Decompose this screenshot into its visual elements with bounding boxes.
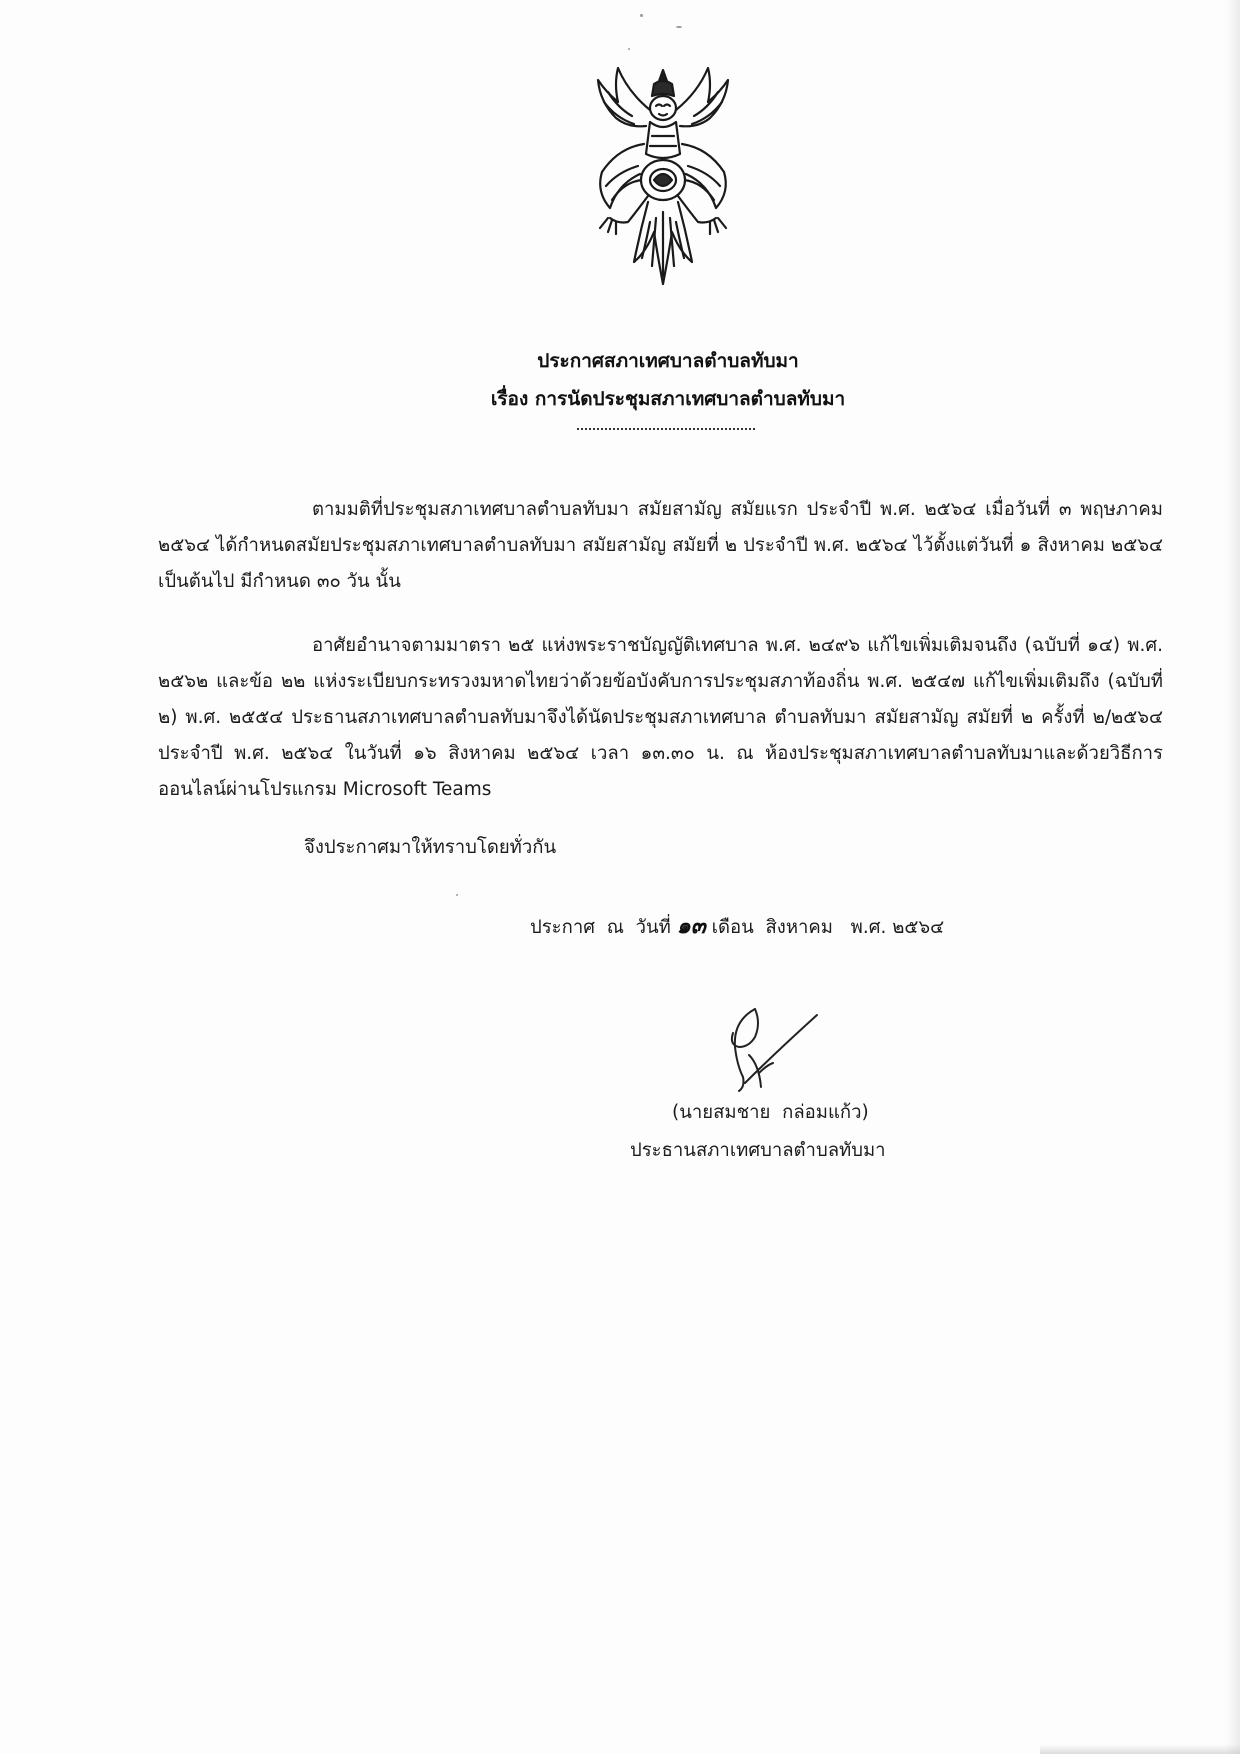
- scan-corner-shadow: [1040, 1744, 1240, 1754]
- dateline-day: ๑๓: [676, 913, 706, 939]
- garuda-emblem-icon: [588, 62, 738, 288]
- signatory-position: ประธานสภาเทศบาลตำบลทับมา: [630, 1140, 886, 1161]
- dotted-divider: [577, 428, 755, 430]
- signature-mark: [715, 1003, 825, 1095]
- scan-edge-shadow: [1226, 0, 1240, 1754]
- scan-speck: [456, 894, 458, 896]
- announcement-dateline: [530, 908, 944, 943]
- announcement-title: ประกาศสภาเทศบาลตำบลทับมา: [537, 350, 799, 372]
- body-paragraph-2: อาศัยอำนาจตามมาตรา ๒๕ แห่งพระราชบัญญัติเทศบาล พ.ศ. ๒๔๙๖ แก้ไขเพิ่มเติมจนถึง (ฉบับที่ ๑๔) พ.ศ. ๒๕๖๒ และข้อ ๒๒ แห่งระเบียบกระทรวงมหาดไทยว่าด้วยข้อบังคับการประชุมสภาท้องถิ่น พ.ศ. ๒๕๔๗ แก้ไขเพิ่มเติมถึง (ฉบับที่ ๒) พ.ศ. ๒๕๕๔ ประธานสภาเทศบาลตำบลทับมาจึงได้นัดประชุมสภาเทศบาล ตำบลทับมา สมัยสามัญ สมัยที่ ๒ ครั้งที่ ๒/๒๕๖๔ ประจำปี พ.ศ. ๒๕๖๔ ในวันที่ ๑๖ สิงหาคม ๒๕๖๔ เวลา ๑๓.๓๐ น. ณ ห้องประชุมสภาเทศบาลตำบลทับมาและด้วยวิธีการออนไลน์ผ่านโปรแกรม Microsoft Teams: [158, 635, 1163, 800]
- body-paragraph-1: ตามมติที่ประชุมสภาเทศบาลตำบลทับมา สมัยสามัญ สมัยแรก ประจำปี พ.ศ. ๒๕๖๔ เมื่อวันที่ ๓ พฤษภาคม ๒๕๖๔ ได้กำหนดสมัยประชุมสภาเทศบาลตำบลทับมา สมัยสามัญ สมัยที่ ๒ ประจำปี พ.ศ. ๒๕๖๔ ไว้ตั้งแต่วันที่ ๑ สิงหาคม ๒๕๖๔ เป็นต้นไป มีกำหนด ๓๐ วัน นั้น: [158, 499, 1163, 592]
- scan-speck: [640, 14, 643, 17]
- body-paragraph-3: จึงประกาศมาให้ทราบโดยทั่วกัน: [304, 837, 557, 858]
- signatory-name: (นายสมชาย กล่อมแก้ว): [672, 1102, 869, 1123]
- scan-speck: [628, 48, 630, 50]
- dateline-prefix: ประกาศ ณ วันที่: [530, 917, 677, 938]
- dateline-suffix: เดือน สิงหาคม พ.ศ. ๒๕๖๔: [705, 917, 945, 938]
- scan-speck: [676, 26, 682, 28]
- announcement-subject: เรื่อง การนัดประชุมสภาเทศบาลตำบลทับมา: [490, 388, 846, 410]
